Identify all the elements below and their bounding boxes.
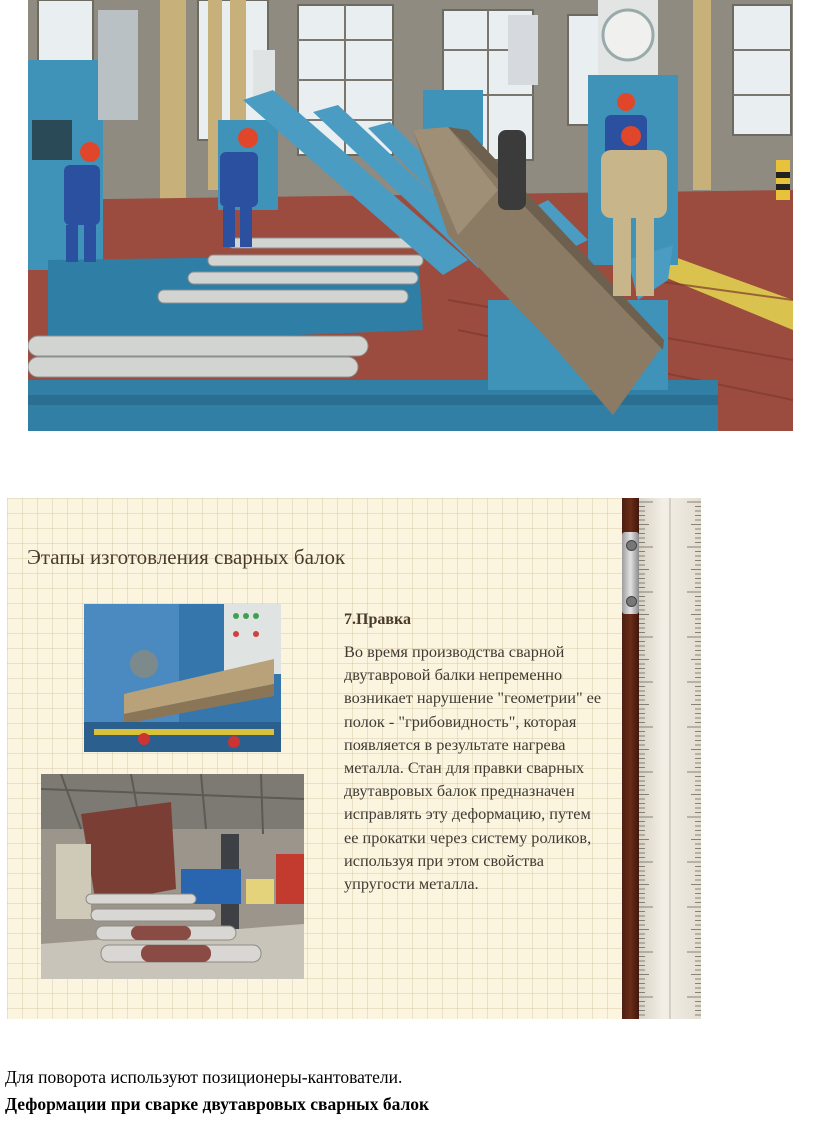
presentation-slide [7, 498, 701, 1019]
ruler-decoration [622, 498, 701, 1019]
step-body-text: Во время производства сварной двутавровой балки непременно возникает нарушение "геометрии" ее полок - "грибовидность", которая появляется в результате нагрева металла. Стан для правки сварных двутавровых балок предназначен исправлять эту деформацию, путем ее прокатки через систему роликов, используя при этом свойства упругости металла. [344, 642, 602, 894]
ruler-blade [639, 498, 701, 1019]
step-heading: 7.Правка [344, 611, 411, 628]
factory-photo [28, 0, 793, 431]
factory-photo-illustration [28, 0, 793, 431]
ruler-ticks [639, 498, 701, 1019]
straightening-machine-photo [84, 604, 281, 752]
clip-screw-icon [626, 540, 637, 551]
section-heading: Деформации при сварке двутавровых сварных балок [5, 1094, 430, 1114]
straightening-mill-photo [41, 774, 304, 979]
ruler-clip [622, 532, 639, 614]
clip-screw-icon [626, 596, 637, 607]
caption-text: Для поворота используют позиционеры-кантователи. [5, 1067, 403, 1087]
slide-title: Этапы изготовления сварных балок [27, 545, 346, 569]
step-description [344, 610, 609, 895]
